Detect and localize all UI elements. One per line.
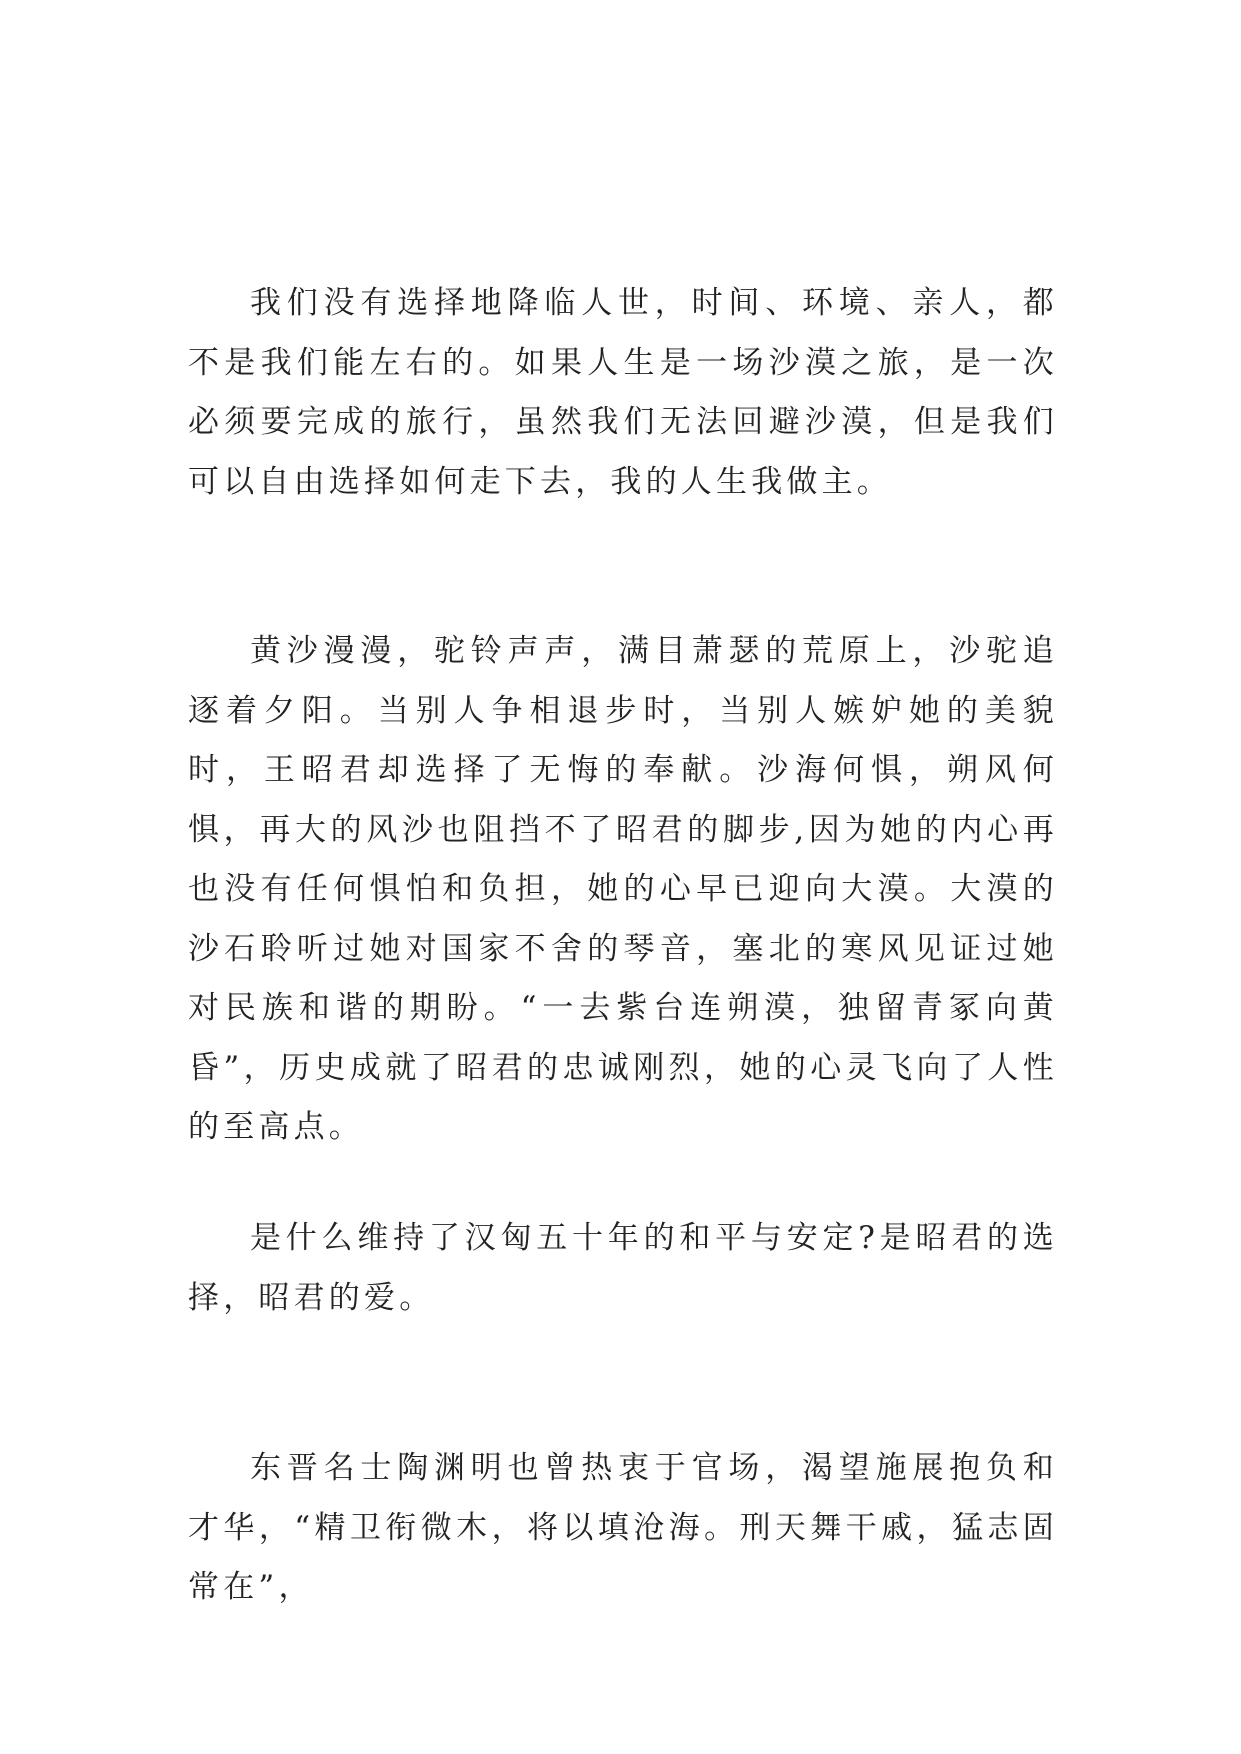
paragraph-choice-of-life: 我们没有选择地降临人世，时间、环境、亲人，都不是我们能左右的。如果人生是一场沙漠之旅，是一次必须要完成的旅行，虽然我们无法回避沙漠，但是我们可以自由选择如何走下去，我的人生我做主。 [188,285,1058,500]
paragraph-wang-zhaojun: 黄沙漫漫，驼铃声声，满目萧瑟的荒原上，沙驼追逐着夕阳。当别人争相退步时，当别人嫉妒她的美貌时，王昭君却选择了无悔的奉献。沙海何惧，朔风何惧，再大的风沙也阻挡不了昭君的脚步,因为她的内心再也没有任何惧怕和负担，她的心早已迎向大漠。大漠的沙石聆听过她对国家不舍的琴音，塞北的寒风见证过她对民族和谐的期盼。“一去紫台连朔漠，独留青冢向黄昏”，历史成就了昭君的忠诚刚烈，她的心灵飞向了人性的至高点。 [188,633,1058,1145]
paragraph-peace-question: 是什么维持了汉匈五十年的和平与安定?是昭君的选择，昭君的爱。 [188,1220,1058,1316]
paragraph-tao-yuanming: 东晋名士陶渊明也曾热衷于官场，渴望施展抱负和才华，“精卫衔微木，将以填沧海。刑天舞干戚，猛志固常在”， [188,1450,1058,1605]
